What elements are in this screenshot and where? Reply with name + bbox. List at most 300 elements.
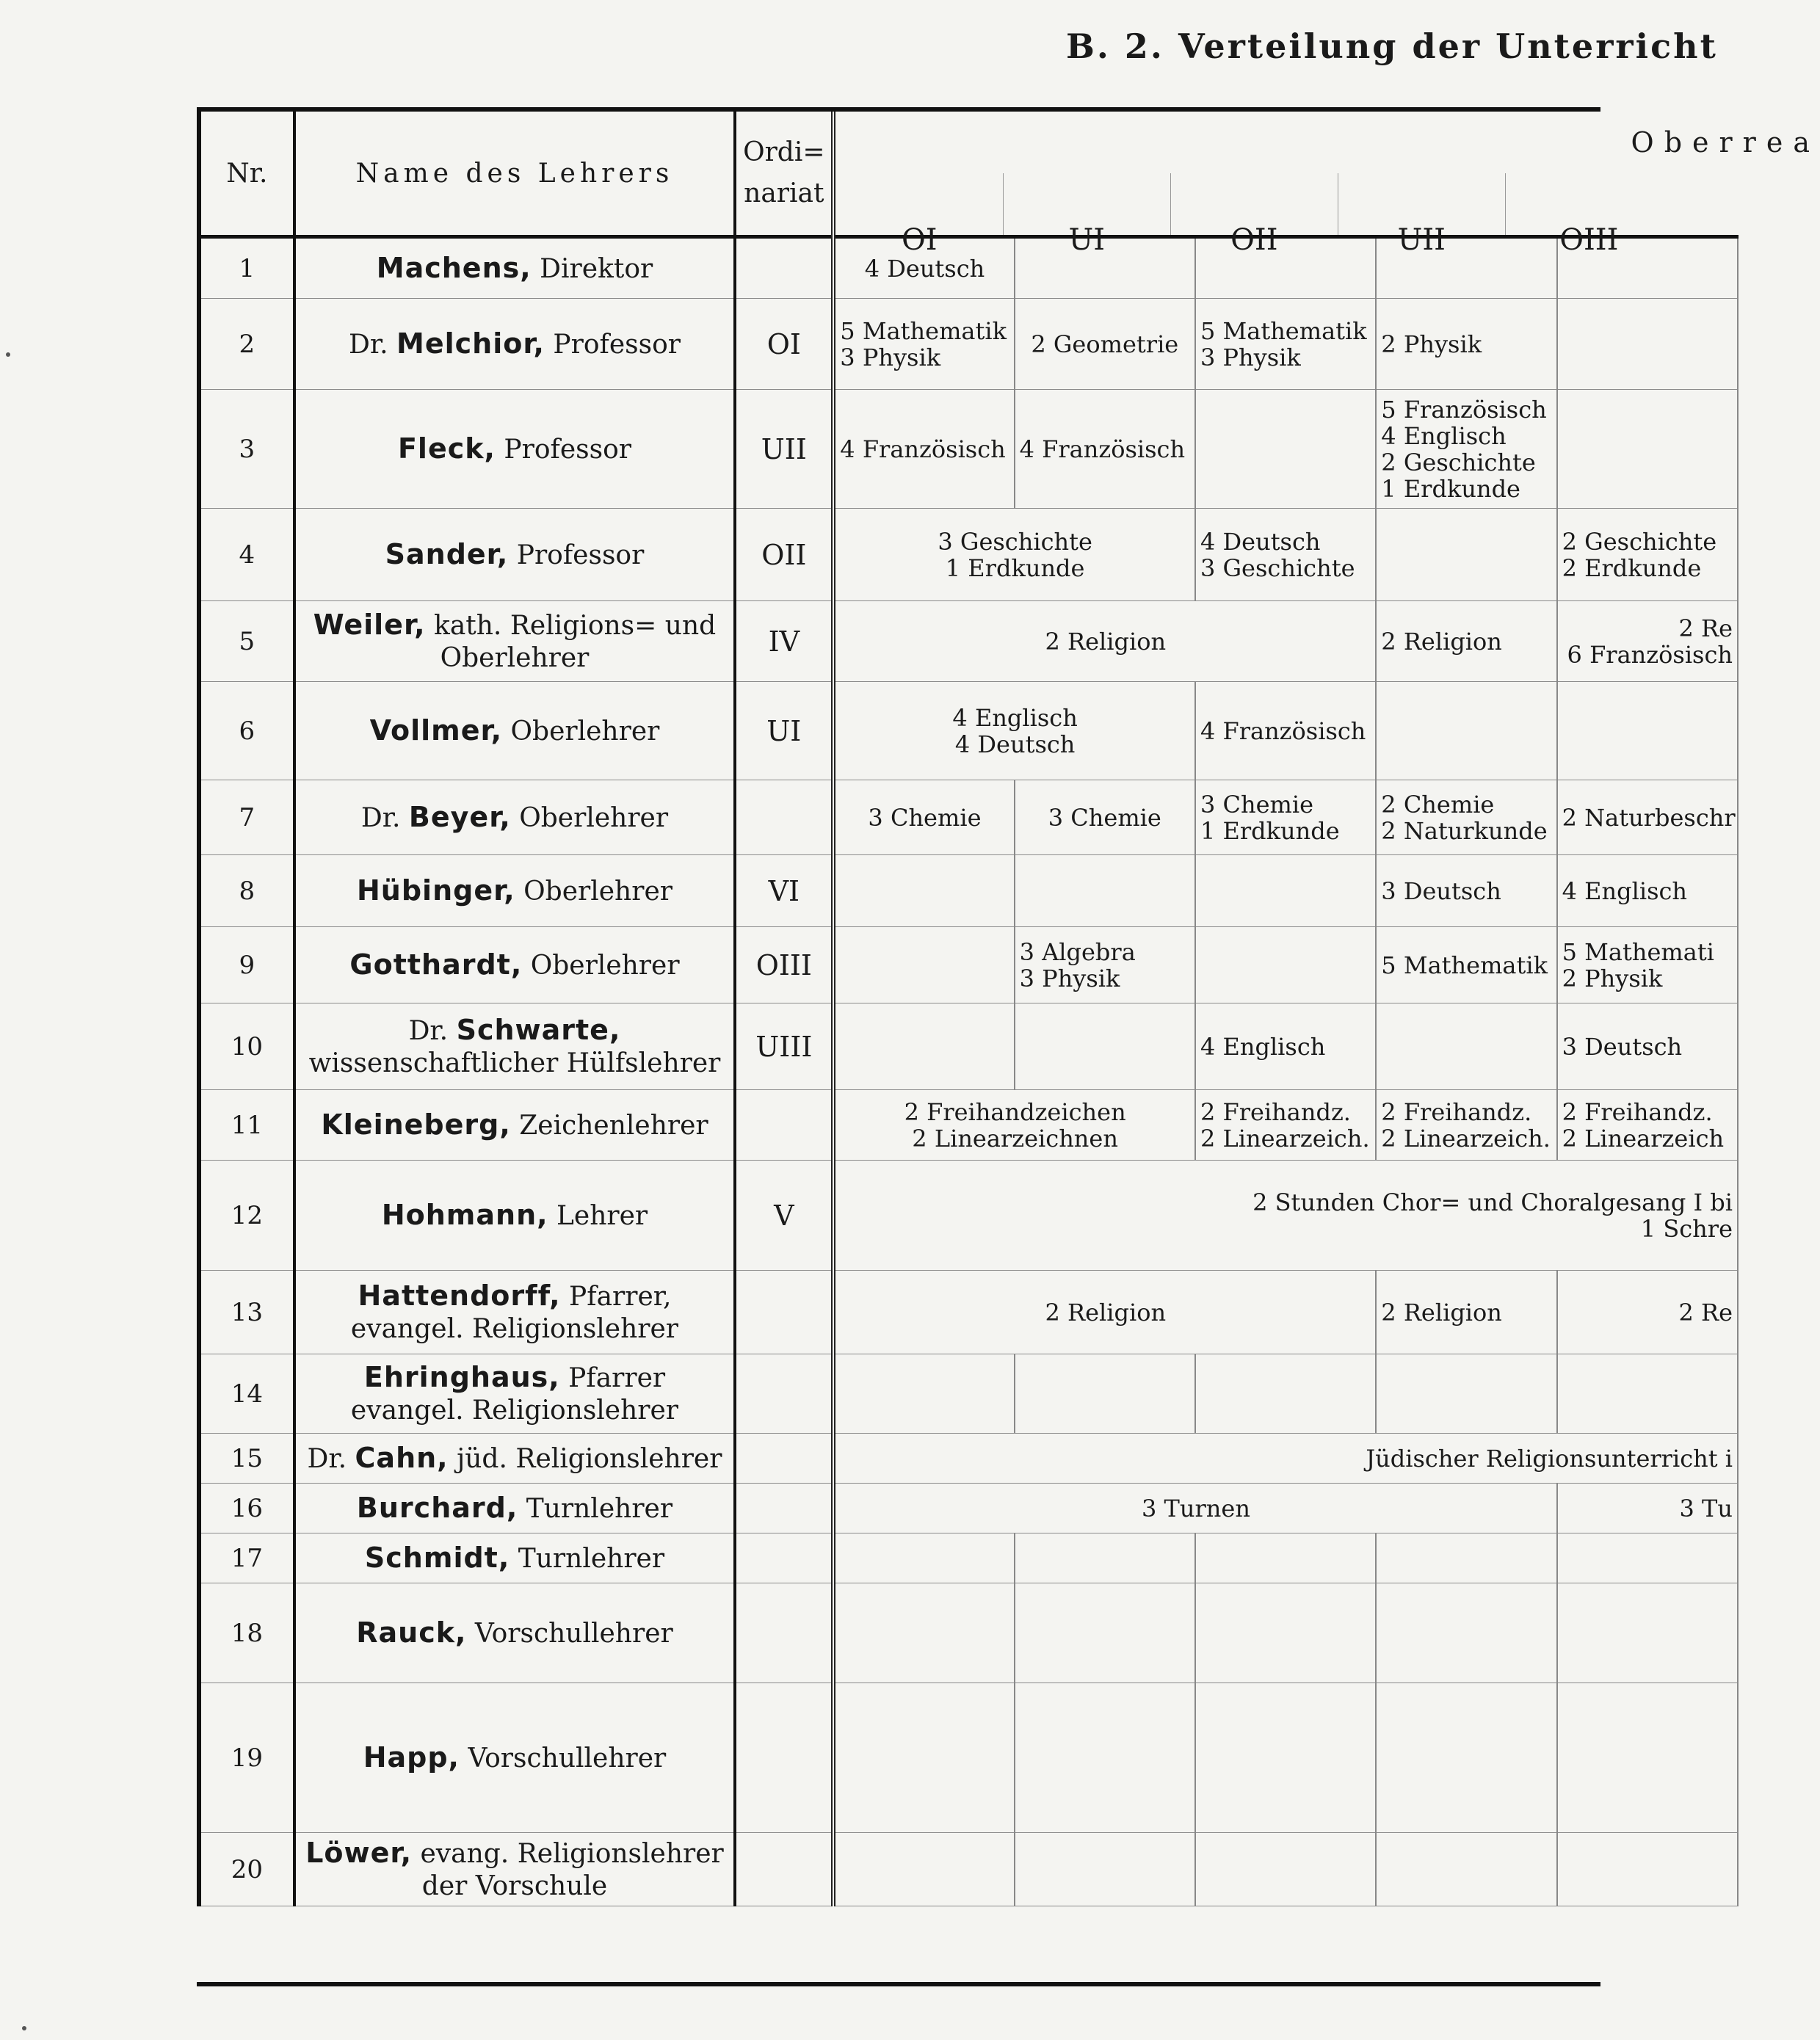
subject-cell xyxy=(833,1484,1556,1533)
subject-entry: 4 Englisch xyxy=(1200,1032,1326,1061)
subject-cell xyxy=(833,1833,1014,1906)
teacher-cell xyxy=(294,855,736,927)
ordinariat-cell xyxy=(735,1434,833,1484)
teacher-name: Schmidt, xyxy=(364,1541,510,1574)
subject-entry: 3 Geschichte xyxy=(1200,553,1355,582)
subject-entry: 2 Geometrie xyxy=(1031,330,1179,358)
table-row xyxy=(199,1354,1738,1434)
subject-cell xyxy=(1557,1090,1738,1161)
ordinariat-cell xyxy=(735,1533,833,1583)
teacher-cell xyxy=(294,780,736,855)
ordinariat-cell xyxy=(735,1090,833,1161)
ordinariat-cell xyxy=(735,237,833,299)
teacher-cell xyxy=(294,1434,736,1484)
subject-cell xyxy=(1376,1090,1556,1161)
ordinariat-cell xyxy=(735,780,833,855)
teacher-line xyxy=(296,714,734,748)
subject-entry: 2 Re xyxy=(1678,614,1733,642)
table-row xyxy=(199,1583,1738,1683)
subject-cell xyxy=(1557,1683,1738,1833)
teacher-name: Kleineberg, xyxy=(321,1108,511,1141)
subject-cell xyxy=(833,1683,1014,1833)
subject-cell xyxy=(833,509,1195,601)
subject-cell xyxy=(1376,1683,1556,1833)
subject-cell xyxy=(1195,1533,1376,1583)
teacher-cell xyxy=(294,1583,736,1683)
teacher-name: Machens, xyxy=(376,251,532,284)
subject-entry: 2 Re xyxy=(1678,1298,1733,1326)
row-number: 11 xyxy=(199,1090,294,1161)
table-row xyxy=(199,509,1738,601)
teacher-line xyxy=(296,1741,734,1775)
teacher-cell xyxy=(294,390,736,509)
subject-entry: 3 Tu xyxy=(1679,1494,1733,1522)
teacher-line xyxy=(296,1837,734,1870)
subject-entry: 5 Mathematik xyxy=(840,316,1007,345)
teacher-line xyxy=(296,1492,734,1525)
subject-entry: 2 Physik xyxy=(1562,964,1663,992)
table-row xyxy=(199,1003,1738,1090)
row-number: 8 xyxy=(199,855,294,927)
teacher-line xyxy=(296,1542,734,1575)
teacher-name: Ehringhaus, xyxy=(363,1360,560,1393)
subject-cell xyxy=(1557,1583,1738,1683)
subject-cell xyxy=(1015,855,1195,927)
header-name xyxy=(294,112,736,237)
row-number: 14 xyxy=(199,1354,294,1434)
header-class-group xyxy=(833,112,1820,257)
teacher-name: Happ, xyxy=(363,1740,460,1774)
subject-cell xyxy=(1376,927,1556,1003)
teacher-distribution-table xyxy=(197,112,1820,1982)
teacher-cell xyxy=(294,1271,736,1354)
subject-cell xyxy=(1557,1833,1738,1906)
subject-cell xyxy=(1195,682,1376,780)
table-row xyxy=(199,682,1738,780)
teacher-name: Hohmann, xyxy=(381,1198,548,1231)
ordinariat-cell: OII xyxy=(735,509,833,601)
teacher-line xyxy=(296,538,734,572)
teacher-line xyxy=(296,1442,734,1475)
teacher-name: Cahn, xyxy=(355,1441,449,1474)
subject-entry: 1 Schre xyxy=(1640,1214,1733,1243)
subject-cell xyxy=(833,390,1014,509)
subject-cell xyxy=(1195,1833,1376,1906)
subject-cell xyxy=(1557,601,1738,682)
header-class-oiii: OIII xyxy=(1559,223,1619,257)
subject-cell xyxy=(1195,1090,1376,1161)
ordinariat-cell: IV xyxy=(735,601,833,682)
teacher-cell xyxy=(294,601,736,682)
row-number: 1 xyxy=(199,237,294,299)
teacher-cell xyxy=(294,1090,736,1161)
teacher-line xyxy=(296,1014,734,1048)
ordinariat-cell: OI xyxy=(735,299,833,390)
subject-entry: 2 Linearzeich xyxy=(1562,1124,1725,1153)
subject-cell xyxy=(1557,390,1738,509)
subject-entry: 2 Physik xyxy=(1381,330,1482,358)
row-number: 5 xyxy=(199,601,294,682)
scan-speck xyxy=(6,352,10,357)
teacher-line xyxy=(296,327,734,361)
subject-entry: 2 Linearzeich. xyxy=(1381,1124,1551,1153)
header-ordinariat-line2: nariat xyxy=(744,178,824,208)
subject-entry: 2 Freihandz. xyxy=(1200,1097,1351,1126)
subject-entry: 5 Mathematik xyxy=(1200,316,1367,345)
subject-entry: 2 Religion xyxy=(1381,627,1502,656)
subject-entry: 2 Naturbeschr xyxy=(1562,803,1736,832)
teacher-cell xyxy=(294,237,736,299)
teacher-cell xyxy=(294,509,736,601)
subject-cell xyxy=(1557,1484,1738,1533)
row-number: 2 xyxy=(199,299,294,390)
subject-entry: 2 Stunden Chor= und Choralgesang I bi xyxy=(1252,1188,1733,1216)
teacher-name: Fleck, xyxy=(397,432,496,465)
teacher-role: Oberlehrer xyxy=(510,716,660,747)
teacher-cell xyxy=(294,927,736,1003)
subject-entry: 2 Religion xyxy=(1045,627,1167,656)
row-number: 15 xyxy=(199,1434,294,1484)
subject-cell xyxy=(1376,1003,1556,1090)
teacher-line xyxy=(296,1361,734,1395)
subject-cell xyxy=(1376,390,1556,509)
table-row xyxy=(199,1533,1738,1583)
ordinariat-cell xyxy=(735,1583,833,1683)
row-number: 20 xyxy=(199,1833,294,1906)
subject-cell xyxy=(1195,780,1376,855)
subject-entry: 3 Turnen xyxy=(1141,1494,1250,1522)
teacher-role: Pfarrer xyxy=(568,1362,666,1393)
row-number: 17 xyxy=(199,1533,294,1583)
teacher-line xyxy=(296,948,734,982)
subject-cell xyxy=(1557,1533,1738,1583)
subject-entry: 2 Linearzeich. xyxy=(1200,1124,1370,1153)
teacher-role: jüd. Religionslehrer xyxy=(457,1443,722,1474)
table-row xyxy=(199,1434,1738,1484)
header-class-oii: OII xyxy=(1230,223,1278,257)
teacher-role: wissenschaftlicher Hülfslehrer xyxy=(308,1048,721,1078)
ordinariat-cell: V xyxy=(735,1161,833,1271)
teacher-cell xyxy=(294,1833,736,1906)
subject-cell xyxy=(1557,509,1738,601)
subject-entry: 3 Deutsch xyxy=(1381,876,1501,905)
teacher-name: Schwarte, xyxy=(456,1013,621,1046)
teacher-name: Hübinger, xyxy=(357,874,515,907)
subject-cell xyxy=(1195,299,1376,390)
table-row xyxy=(199,855,1738,927)
subject-entry: 4 Englisch xyxy=(1562,876,1688,905)
row-number: 6 xyxy=(199,682,294,780)
teacher-line xyxy=(296,609,734,642)
subject-entry: 2 Geschichte xyxy=(1562,527,1717,556)
subject-entry: 3 Geschichte xyxy=(938,527,1092,556)
teacher-name: Löwer, xyxy=(305,1836,413,1869)
teacher-name: Burchard, xyxy=(356,1491,518,1524)
header-ordinariat xyxy=(735,112,833,237)
header-nr: Nr. xyxy=(199,112,294,237)
table-row xyxy=(199,1683,1738,1833)
teacher-name: Sander, xyxy=(385,537,509,570)
teacher-cell xyxy=(294,1484,736,1533)
teacher-role: Oberlehrer xyxy=(523,876,672,907)
teacher-role: Lehrer xyxy=(556,1200,648,1231)
header-school-type: Oberrea xyxy=(1631,126,1820,159)
header-ordinariat-line1: Ordi= xyxy=(743,137,825,167)
table-row xyxy=(199,1090,1738,1161)
page-title: B. 2. Verteilung der Unterricht xyxy=(1066,26,1718,66)
row-number: 16 xyxy=(199,1484,294,1533)
table-body xyxy=(199,237,1738,1906)
subject-cell xyxy=(833,682,1195,780)
ordinariat-cell: UII xyxy=(735,390,833,509)
teacher-role: Turnlehrer xyxy=(518,1543,665,1574)
subject-entry: Jüdischer Religionsunterricht i xyxy=(1366,1444,1733,1473)
teacher-role-continued: evangel. Religionslehrer xyxy=(350,1395,679,1426)
subject-cell xyxy=(1376,1833,1556,1906)
subject-cell xyxy=(1557,1271,1738,1354)
table-row xyxy=(199,390,1738,509)
teacher-role: Vorschullehrer xyxy=(474,1618,673,1649)
row-number: 10 xyxy=(199,1003,294,1090)
ordinariat-cell xyxy=(735,1354,833,1434)
row-number: 7 xyxy=(199,780,294,855)
table-row xyxy=(199,601,1738,682)
teacher-line xyxy=(296,1616,734,1650)
teacher-name: Hattendorff, xyxy=(358,1279,561,1312)
subject-cell xyxy=(1195,927,1376,1003)
teacher-role: evang. Religionslehrer xyxy=(420,1838,724,1869)
subject-entry: 4 Englisch xyxy=(952,703,1078,732)
subject-entry: 2 Geschichte xyxy=(1381,448,1536,476)
teacher-role: Professor xyxy=(504,434,631,465)
subject-cell xyxy=(1195,509,1376,601)
header-name-label: Name des Lehrers xyxy=(355,158,674,189)
subject-cell xyxy=(1376,1533,1556,1583)
subject-cell xyxy=(1376,855,1556,927)
subject-entry: 4 Deutsch xyxy=(864,254,985,283)
table-row xyxy=(199,780,1738,855)
subject-entry: 2 Linearzeichnen xyxy=(912,1124,1118,1153)
subject-cell xyxy=(833,601,1376,682)
subject-cell xyxy=(833,1434,1738,1484)
teacher-line xyxy=(296,1108,734,1142)
teacher-name: Weiler, xyxy=(313,608,426,641)
teacher-title: Dr. xyxy=(349,329,388,360)
table-bottom-rule xyxy=(197,1982,1600,1986)
subject-entry: 4 Deutsch xyxy=(1200,527,1321,556)
teacher-role: Pfarrer, xyxy=(569,1281,672,1312)
teacher-cell xyxy=(294,299,736,390)
header-class-ui: UI xyxy=(1068,223,1106,257)
subject-cell xyxy=(833,780,1014,855)
header-class-divider xyxy=(1170,173,1171,235)
teacher-line xyxy=(296,252,734,286)
teacher-role: Direktor xyxy=(540,253,653,284)
ordinariat-cell: OIII xyxy=(735,927,833,1003)
subject-entry: 1 Erdkunde xyxy=(1381,474,1520,503)
subject-entry: 2 Chemie xyxy=(1381,790,1495,818)
subject-cell xyxy=(1557,780,1738,855)
teacher-name: Vollmer, xyxy=(369,714,503,747)
subject-cell xyxy=(833,1583,1014,1683)
teacher-cell xyxy=(294,1161,736,1271)
ordinariat-cell xyxy=(735,1484,833,1533)
teacher-line xyxy=(296,801,734,835)
subject-cell xyxy=(1376,1271,1556,1354)
subject-cell xyxy=(1015,1003,1195,1090)
teacher-name: Melchior, xyxy=(396,327,545,360)
subject-entry: 2 Freihandzeichen xyxy=(904,1097,1126,1126)
distribution-table xyxy=(197,112,1820,1906)
table-row xyxy=(199,1161,1738,1271)
subject-cell xyxy=(833,927,1014,1003)
subject-cell xyxy=(1376,1583,1556,1683)
subject-cell xyxy=(1557,927,1738,1003)
teacher-title: Dr. xyxy=(360,802,401,833)
teacher-cell xyxy=(294,1683,736,1833)
subject-entry: 3 Algebra xyxy=(1019,937,1136,966)
subject-entry: 3 Chemie xyxy=(1048,803,1161,832)
subject-cell xyxy=(833,1533,1014,1583)
teacher-line xyxy=(296,1199,734,1233)
subject-cell xyxy=(1557,1354,1738,1434)
subject-cell xyxy=(1376,299,1556,390)
teacher-line xyxy=(296,874,734,908)
teacher-role: Vorschullehrer xyxy=(468,1743,667,1774)
teacher-role: Zeichenlehrer xyxy=(519,1110,708,1141)
table-row xyxy=(199,1271,1738,1354)
subject-cell xyxy=(1376,1354,1556,1434)
teacher-cell xyxy=(294,1003,736,1090)
subject-cell xyxy=(1376,682,1556,780)
row-number: 3 xyxy=(199,390,294,509)
subject-entry: 5 Französisch xyxy=(1381,395,1547,424)
scan-speck xyxy=(22,2026,26,2030)
subject-cell xyxy=(1195,855,1376,927)
subject-cell xyxy=(1195,1354,1376,1434)
teacher-role-continued: Oberlehrer xyxy=(440,642,590,673)
table-header-row xyxy=(199,112,1738,237)
row-number: 19 xyxy=(199,1683,294,1833)
subject-entry: 2 Erdkunde xyxy=(1562,553,1702,582)
teacher-cell xyxy=(294,682,736,780)
subject-cell xyxy=(833,855,1014,927)
teacher-role-continued: evangel. Religionslehrer xyxy=(350,1313,679,1344)
subject-entry: 3 Physik xyxy=(840,343,941,371)
subject-cell xyxy=(1015,1533,1195,1583)
subject-entry: 4 Französisch xyxy=(840,435,1006,463)
subject-entry: 1 Erdkunde xyxy=(945,553,1085,582)
header-class-oi: OI xyxy=(902,223,938,257)
header-class-uii: UII xyxy=(1397,223,1446,257)
subject-entry: 3 Physik xyxy=(1019,964,1120,992)
subject-cell xyxy=(1015,780,1195,855)
subject-entry: 2 Religion xyxy=(1045,1298,1167,1326)
subject-entry: 2 Naturkunde xyxy=(1381,816,1548,845)
subject-cell xyxy=(1195,1003,1376,1090)
ordinariat-cell: VI xyxy=(735,855,833,927)
subject-entry: 2 Freihandz. xyxy=(1562,1097,1713,1126)
ordinariat-cell: UI xyxy=(735,682,833,780)
teacher-name: Gotthardt, xyxy=(349,948,523,981)
subject-entry: 2 Freihandz. xyxy=(1381,1097,1532,1126)
teacher-role: Oberlehrer xyxy=(530,950,680,981)
table-row xyxy=(199,927,1738,1003)
subject-entry: 1 Erdkunde xyxy=(1200,816,1340,845)
ordinariat-cell xyxy=(735,1271,833,1354)
subject-entry: 4 Deutsch xyxy=(954,730,1076,758)
subject-entry: 3 Chemie xyxy=(868,803,982,832)
subject-entry: 4 Französisch xyxy=(1200,716,1366,745)
teacher-role: Professor xyxy=(516,540,645,570)
teacher-role: Oberlehrer xyxy=(519,802,669,833)
teacher-name: Rauck, xyxy=(356,1616,467,1649)
row-number: 13 xyxy=(199,1271,294,1354)
subject-cell xyxy=(833,1003,1014,1090)
table-row xyxy=(199,1833,1738,1906)
subject-cell xyxy=(1015,299,1195,390)
ordinariat-cell xyxy=(735,1683,833,1833)
subject-cell xyxy=(833,1090,1195,1161)
subject-cell xyxy=(1015,1683,1195,1833)
subject-cell xyxy=(1195,1583,1376,1683)
subject-cell xyxy=(1557,1003,1738,1090)
row-number: 18 xyxy=(199,1583,294,1683)
teacher-name: Beyer, xyxy=(408,800,511,833)
subject-cell xyxy=(1015,1833,1195,1906)
subject-cell xyxy=(1015,1583,1195,1683)
row-number: 12 xyxy=(199,1161,294,1271)
subject-cell xyxy=(1195,1683,1376,1833)
header-class-divider xyxy=(1505,173,1506,235)
subject-entry: 5 Mathematik xyxy=(1381,951,1548,979)
teacher-title: Dr. xyxy=(408,1015,449,1046)
subject-cell xyxy=(1376,780,1556,855)
teacher-role: Professor xyxy=(553,329,681,360)
table-row xyxy=(199,1484,1738,1533)
subject-cell xyxy=(833,1271,1376,1354)
ordinariat-cell xyxy=(735,1833,833,1906)
subject-entry: 4 Englisch xyxy=(1381,421,1507,450)
header-class-divider xyxy=(1003,173,1004,235)
subject-entry: 3 Physik xyxy=(1200,343,1301,371)
teacher-line xyxy=(296,1279,734,1313)
teacher-cell xyxy=(294,1354,736,1434)
subject-cell xyxy=(1557,299,1738,390)
subject-entry: 5 Mathemati xyxy=(1562,937,1714,966)
teacher-title: Dr. xyxy=(307,1443,347,1474)
subject-cell xyxy=(1015,927,1195,1003)
subject-cell xyxy=(833,299,1014,390)
teacher-role: kath. Religions= und xyxy=(434,610,717,641)
table-row xyxy=(199,299,1738,390)
row-number: 9 xyxy=(199,927,294,1003)
teacher-role-continued: der Vorschule xyxy=(421,1870,608,1901)
subject-entry: 4 Französisch xyxy=(1019,435,1186,463)
subject-entry: 3 Chemie xyxy=(1200,790,1314,818)
subject-cell xyxy=(1557,855,1738,927)
teacher-line xyxy=(296,432,734,466)
subject-cell xyxy=(833,1354,1014,1434)
subject-cell xyxy=(833,1161,1738,1271)
subject-cell xyxy=(1557,682,1738,780)
subject-cell xyxy=(1376,601,1556,682)
subject-entry: 6 Französisch xyxy=(1567,640,1733,669)
subject-entry: 3 Deutsch xyxy=(1562,1032,1683,1061)
subject-cell xyxy=(1015,390,1195,509)
row-number: 4 xyxy=(199,509,294,601)
teacher-cell xyxy=(294,1533,736,1583)
